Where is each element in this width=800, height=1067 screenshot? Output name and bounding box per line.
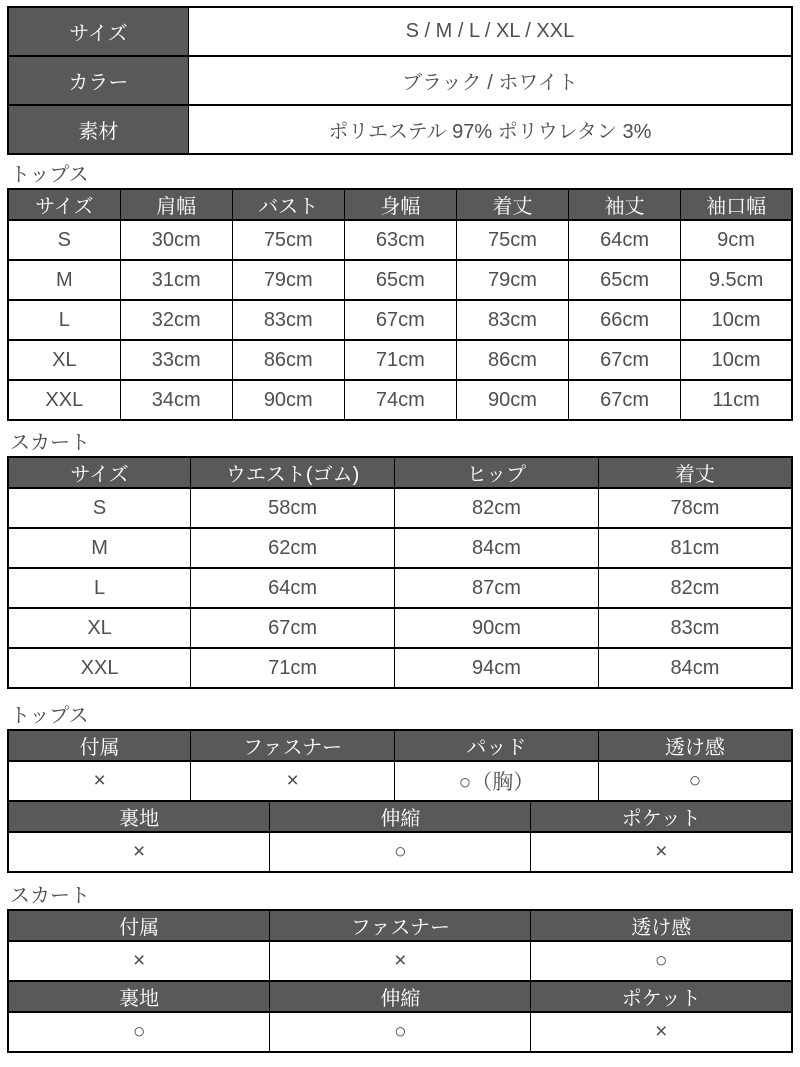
feature-value-cell: ×	[8, 761, 191, 801]
measurement-cell: 32cm	[120, 300, 232, 340]
measurement-cell: L	[8, 300, 120, 340]
measurement-cell: 65cm	[569, 260, 681, 300]
measurement-cell: 67cm	[191, 608, 395, 648]
table-row	[8, 568, 792, 608]
feature-header-cell: ファスナー	[270, 910, 531, 941]
feature-value-cell: ×	[270, 941, 531, 981]
table-row	[8, 941, 792, 981]
feature-value-cell: ○（胸）	[395, 761, 599, 801]
measurement-cell: 67cm	[344, 300, 456, 340]
info-label-material: 素材	[8, 105, 188, 154]
tops-detail-table-group1	[7, 729, 793, 802]
column-header-cell: 袖口幅	[681, 189, 792, 220]
feature-header-cell: 付属	[8, 910, 270, 941]
table-row	[8, 488, 792, 528]
measurement-cell: XXL	[8, 380, 120, 420]
skirt-detail-table-group1	[7, 909, 793, 982]
feature-header-cell: ファスナー	[191, 730, 395, 761]
table-row	[8, 832, 792, 872]
product-info-table	[7, 6, 793, 155]
measurement-cell: 64cm	[191, 568, 395, 608]
measurement-cell: 66cm	[569, 300, 681, 340]
info-value-size: S / M / L / XL / XXL	[188, 7, 792, 56]
measurement-cell: 34cm	[120, 380, 232, 420]
feature-value-cell: ×	[531, 832, 792, 872]
feature-value-cell: ○	[598, 761, 792, 801]
measurement-cell: 31cm	[120, 260, 232, 300]
measurement-cell: M	[8, 260, 120, 300]
table-row	[8, 981, 792, 1012]
table-row	[8, 340, 792, 380]
measurement-cell: S	[8, 220, 120, 260]
measurement-cell: XL	[8, 608, 191, 648]
table-row	[8, 1012, 792, 1052]
column-header-cell: 身幅	[344, 189, 456, 220]
measurement-cell: 33cm	[120, 340, 232, 380]
table-row	[8, 761, 792, 801]
measurement-cell: 78cm	[598, 488, 792, 528]
measurement-cell: 9cm	[681, 220, 792, 260]
measurement-cell: 64cm	[569, 220, 681, 260]
measurement-cell: 82cm	[395, 488, 599, 528]
feature-header-cell: 裏地	[8, 981, 270, 1012]
table-row	[8, 648, 792, 688]
measurement-cell: 9.5cm	[681, 260, 792, 300]
tops-size-table	[7, 188, 793, 421]
table-row	[8, 910, 792, 941]
measurement-cell: 79cm	[456, 260, 568, 300]
measurement-cell: 83cm	[598, 608, 792, 648]
feature-value-cell: ×	[191, 761, 395, 801]
column-header-cell: サイズ	[8, 457, 191, 488]
measurement-cell: L	[8, 568, 191, 608]
measurement-cell: 84cm	[395, 528, 599, 568]
section-label-tops-size: トップス	[10, 164, 89, 186]
measurement-cell: 94cm	[395, 648, 599, 688]
measurement-cell: 10cm	[681, 340, 792, 380]
column-header-cell: ウエスト(ゴム)	[191, 457, 395, 488]
table-row	[8, 457, 792, 488]
measurement-cell: 81cm	[598, 528, 792, 568]
column-header-cell: ヒップ	[395, 457, 599, 488]
feature-value-cell: ×	[8, 941, 270, 981]
measurement-cell: 10cm	[681, 300, 792, 340]
column-header-cell: 着丈	[456, 189, 568, 220]
tops-detail-table-group2	[7, 800, 793, 873]
table-row	[8, 528, 792, 568]
table-row	[8, 260, 792, 300]
measurement-cell: 75cm	[456, 220, 568, 260]
measurement-cell: XL	[8, 340, 120, 380]
feature-header-cell: パッド	[395, 730, 599, 761]
measurement-cell: XXL	[8, 648, 191, 688]
section-label-skirt-size: スカート	[10, 432, 90, 454]
measurement-cell: 84cm	[598, 648, 792, 688]
feature-header-cell: 透け感	[531, 910, 792, 941]
measurement-cell: 83cm	[232, 300, 344, 340]
feature-header-cell: ポケット	[531, 801, 792, 832]
table-row	[8, 56, 792, 105]
table-row	[8, 300, 792, 340]
measurement-cell: 71cm	[344, 340, 456, 380]
feature-value-cell: ○	[270, 1012, 531, 1052]
measurement-cell: 90cm	[232, 380, 344, 420]
measurement-cell: 11cm	[681, 380, 792, 420]
table-row	[8, 380, 792, 420]
table-row	[8, 801, 792, 832]
measurement-cell: 58cm	[191, 488, 395, 528]
measurement-cell: 65cm	[344, 260, 456, 300]
measurement-cell: M	[8, 528, 191, 568]
table-row	[8, 730, 792, 761]
measurement-cell: 87cm	[395, 568, 599, 608]
feature-header-cell: 裏地	[8, 801, 270, 832]
section-label-tops-detail: トップス	[10, 705, 89, 727]
info-value-material: ポリエステル 97% ポリウレタン 3%	[188, 105, 792, 154]
measurement-cell: 86cm	[456, 340, 568, 380]
feature-value-cell: ×	[8, 832, 270, 872]
column-header-cell: 着丈	[598, 457, 792, 488]
column-header-cell: サイズ	[8, 189, 120, 220]
feature-value-cell: ○	[8, 1012, 270, 1052]
measurement-cell: 82cm	[598, 568, 792, 608]
section-label-skirt-detail: スカート	[10, 885, 90, 907]
table-row	[8, 189, 792, 220]
feature-header-cell: 伸縮	[270, 981, 531, 1012]
feature-header-cell: 透け感	[598, 730, 792, 761]
measurement-cell: S	[8, 488, 191, 528]
measurement-cell: 67cm	[569, 380, 681, 420]
measurement-cell: 83cm	[456, 300, 568, 340]
measurement-cell: 75cm	[232, 220, 344, 260]
feature-header-cell: 付属	[8, 730, 191, 761]
measurement-cell: 63cm	[344, 220, 456, 260]
info-value-color: ブラック / ホワイト	[188, 56, 792, 105]
measurement-cell: 71cm	[191, 648, 395, 688]
table-row	[8, 608, 792, 648]
measurement-cell: 79cm	[232, 260, 344, 300]
column-header-cell: 肩幅	[120, 189, 232, 220]
feature-header-cell: 伸縮	[270, 801, 531, 832]
measurement-cell: 62cm	[191, 528, 395, 568]
measurement-cell: 90cm	[395, 608, 599, 648]
measurement-cell: 67cm	[569, 340, 681, 380]
measurement-cell: 90cm	[456, 380, 568, 420]
table-row	[8, 7, 792, 56]
info-label-color: カラー	[8, 56, 188, 105]
column-header-cell: バスト	[232, 189, 344, 220]
measurement-cell: 86cm	[232, 340, 344, 380]
info-label-size: サイズ	[8, 7, 188, 56]
skirt-detail-table-group2	[7, 980, 793, 1053]
feature-header-cell: ポケット	[531, 981, 792, 1012]
table-row	[8, 220, 792, 260]
measurement-cell: 74cm	[344, 380, 456, 420]
measurement-cell: 30cm	[120, 220, 232, 260]
skirt-size-table	[7, 456, 793, 689]
feature-value-cell: ○	[270, 832, 531, 872]
table-row	[8, 105, 792, 154]
feature-value-cell: ×	[531, 1012, 792, 1052]
feature-value-cell: ○	[531, 941, 792, 981]
column-header-cell: 袖丈	[569, 189, 681, 220]
